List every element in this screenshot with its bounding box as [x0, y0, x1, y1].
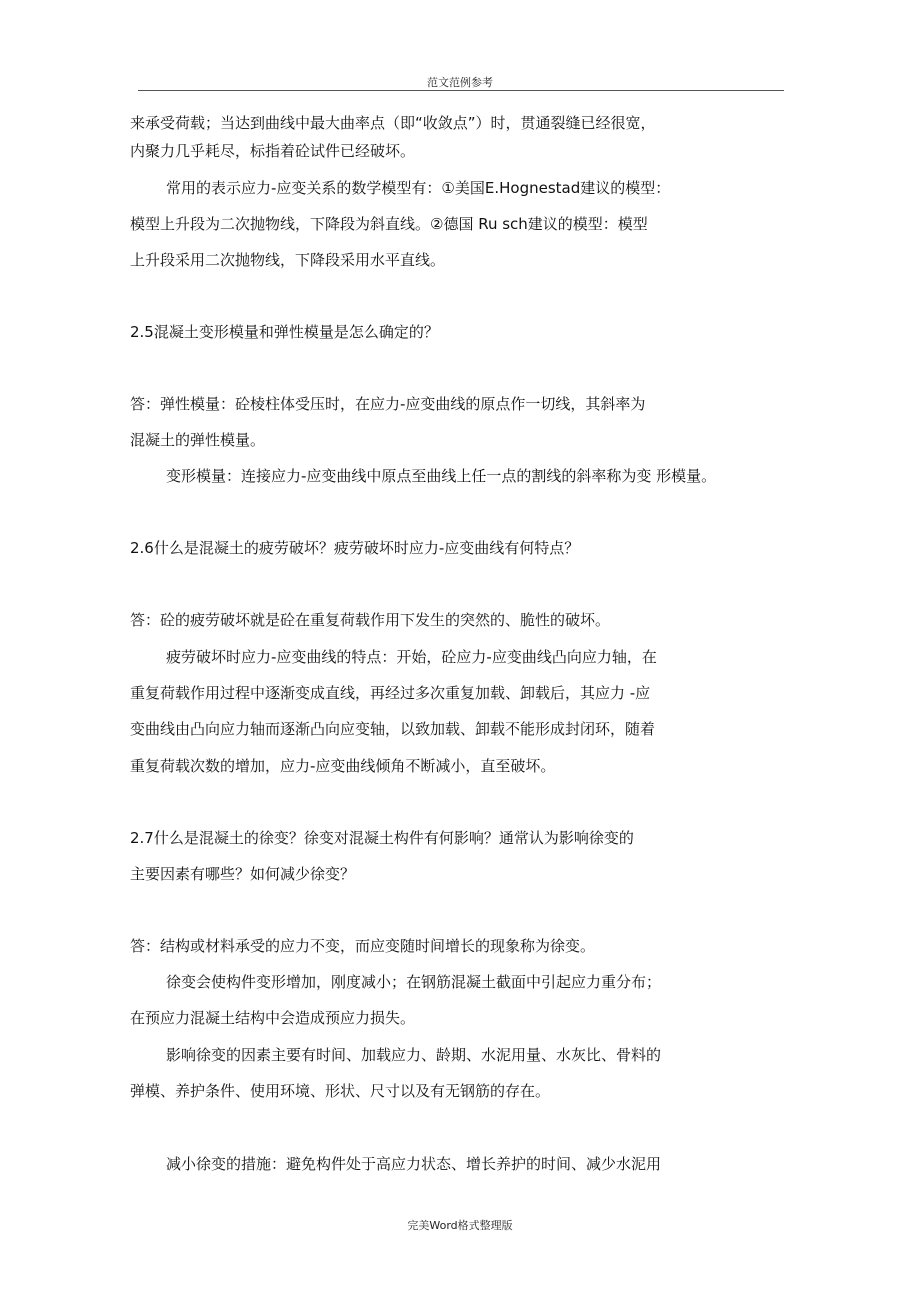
- text-line: 疲劳破坏时应力-应变曲线的特点：开始，砼应力-应变曲线凸向应力轴，在: [166, 648, 657, 666]
- text-line: 内聚力几乎耗尽，标指着砼试件已经破坏。: [130, 142, 416, 160]
- text-line: 常用的表示应力-应变关系的数学模型有：①美国E.Hognestad建议的模型：: [166, 179, 671, 197]
- page-footer: 完美Word格式整理版: [407, 1219, 513, 1232]
- text-line: 来承受荷载；当达到曲线中最大曲率点（即“收敛点”）时，贯通裂缝已经很宽，: [130, 114, 656, 132]
- header-text: 范文范例参考: [427, 76, 493, 89]
- text-line: 答：结构或材料承受的应力不变，而应变随时间增长的现象称为徐变。: [130, 937, 596, 955]
- text-line: 答：弹性模量：砼棱柱体受压时，在应力-应变曲线的原点作一切线，其斜率为: [130, 395, 646, 413]
- text-line: 答：砼的疲劳破坏就是砼在重复荷载作用下发生的突然的、脆性的破坏。: [130, 611, 611, 629]
- text-line: 重复荷载作用过程中逐渐变成直线，再经过多次重复加载、卸载后，其应力 -应: [130, 684, 651, 702]
- text-line: 减小徐变的措施：避免构件处于高应力状态、增长养护的时间、减少水泥用: [166, 1155, 662, 1173]
- text-line: 模型上升段为二次抛物线，下降段为斜直线。②德国 Ru sch建议的模型：模型: [130, 215, 648, 233]
- question-heading: 2.6什么是混凝土的疲劳破坏？疲劳破坏时应力-应变曲线有何特点？: [130, 539, 580, 557]
- question-heading: 2.7什么是混凝土的徐变？徐变对混凝土构件有何影响？通常认为影响徐变的: [130, 829, 634, 847]
- text-line: 弹模、养护条件、使用环境、形状、尺寸以及有无钢筋的存在。: [130, 1082, 551, 1100]
- text-line: 变形模量：连接应力-应变曲线中原点至曲线上任一点的割线的斜率称为变 形模量。: [166, 467, 717, 485]
- question-heading: 主要因素有哪些？如何减少徐变？: [130, 865, 356, 883]
- text-line: 在预应力混凝土结构中会造成预应力损失。: [130, 1009, 416, 1027]
- header-divider: [138, 90, 784, 91]
- text-line: 影响徐变的因素主要有时间、加载应力、龄期、水泥用量、水灰比、骨料的: [166, 1046, 662, 1064]
- text-line: 徐变会使构件变形增加，刚度减小；在钢筋混凝土截面中引起应力重分布；: [166, 973, 662, 991]
- text-line: 混凝土的弹性模量。: [130, 431, 266, 449]
- text-line: 重复荷载次数的增加，应力-应变曲线倾角不断减小，直至破坏。: [130, 757, 556, 775]
- question-heading: 2.5混凝土变形模量和弹性模量是怎么确定的？: [130, 323, 439, 341]
- text-line: 变曲线由凸向应力轴而逐渐凸向应变轴，以致加载、卸载不能形成封闭环，随着: [130, 720, 656, 738]
- text-line: 上升段采用二次抛物线，下降段采用水平直线。: [130, 251, 446, 269]
